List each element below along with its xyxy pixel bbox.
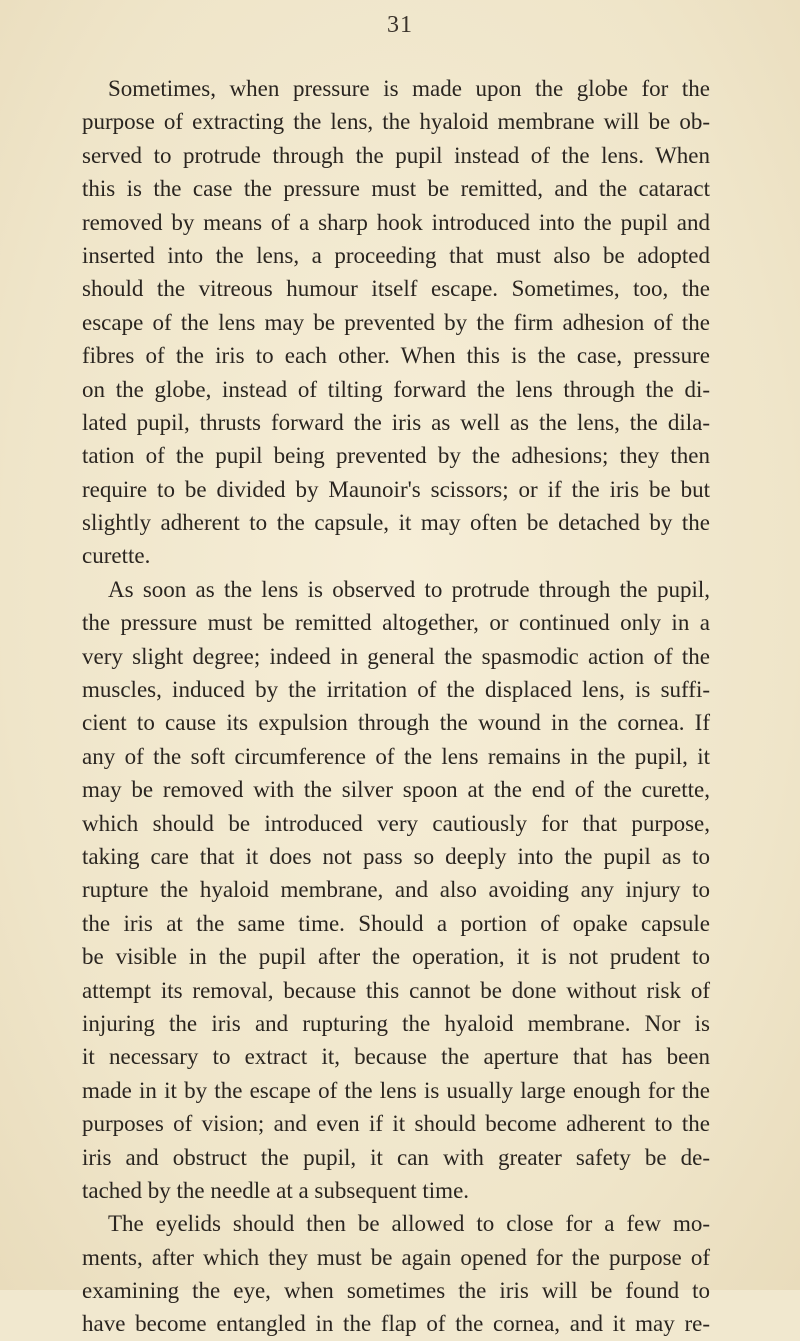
text-line: Sometimes, when pressure is made upon the globe for the <box>108 76 710 101</box>
text-line: require to be divided by Maunoir's scissors; or if the iris be but <box>82 476 710 502</box>
text-line: have become entangled in the flap of the cornea, and it may re- <box>82 1311 710 1337</box>
text-line: inserted into the lens, a proceeding that must also be adopted <box>82 242 710 268</box>
text-line: slightly adherent to the capsule, it may often be detached by the <box>82 510 710 536</box>
text-line: The eyelids should then be allowed to close for a few mo- <box>108 1211 710 1237</box>
text-line: lated pupil, thrusts forward the iris as well as the lens, the dila- <box>82 409 710 435</box>
text-line: any of the soft circumference of the lens remains in the pupil, it <box>82 743 710 769</box>
text-line: purpose of extracting the lens, the hyaloid membrane will be ob- <box>82 109 710 135</box>
text-line: the iris at the same time. Should a portion of opake capsule <box>82 910 710 936</box>
body-text <box>82 72 710 1341</box>
text-line: As soon as the lens is observed to protrude through the pupil, <box>108 576 710 602</box>
text-line: this is the case the pressure must be remitted, and the cataract <box>82 176 710 202</box>
text-line: taking care that it does not pass so deeply into the pupil as to <box>82 843 710 869</box>
text-line: cient to cause its expulsion through the wound in the cornea. If <box>82 710 710 736</box>
page-number: 31 <box>387 12 413 38</box>
text-line: iris and obstruct the pupil, it can with greater safety be de- <box>82 1144 710 1170</box>
text-line: should the vitreous humour itself escape. Sometimes, too, the <box>82 276 710 302</box>
text-line: muscles, induced by the irritation of the displaced lens, is suffi- <box>82 677 710 703</box>
text-line: made in it by the escape of the lens is usually large enough for the <box>82 1077 710 1103</box>
text-line: fibres of the iris to each other. When this is the case, pressure <box>82 343 710 369</box>
text-line: escape of the lens may be prevented by the firm adhesion of the <box>82 309 710 335</box>
text-line: on the globe, instead of tilting forward the lens through the di- <box>82 376 710 402</box>
text-line: very slight degree; indeed in general the spasmodic action of the <box>82 643 710 669</box>
text-line: examining the eye, when sometimes the iris will be found to <box>82 1278 710 1304</box>
text-line: tation of the pupil being prevented by the adhesions; they then <box>82 443 710 469</box>
text-line: removed by means of a sharp hook introduced into the pupil and <box>82 209 710 235</box>
text-line: served to protrude through the pupil instead of the lens. When <box>82 142 710 168</box>
text-line: it necessary to extract it, because the aperture that has been <box>82 1044 710 1070</box>
text-line: curette. <box>82 543 151 569</box>
text-line: attempt its removal, because this cannot be done without risk of <box>82 977 710 1003</box>
text-line: the pressure must be remitted altogether, or continued only in a <box>82 610 710 636</box>
text-line: may be removed with the silver spoon at the end of the curette, <box>82 777 710 803</box>
text-line: rupture the hyaloid membrane, and also avoiding any injury to <box>82 877 710 903</box>
text-line: tached by the needle at a subsequent time. <box>82 1177 470 1203</box>
text-line: be visible in the pupil after the operation, it is not prudent to <box>82 944 710 970</box>
text-line: purposes of vision; and even if it should become adherent to the <box>82 1111 710 1137</box>
text-line: which should be introduced very cautiously for that purpose, <box>82 810 710 836</box>
text-line: ments, after which they must be again opened for the purpose of <box>82 1244 710 1270</box>
text-line: injuring the iris and rupturing the hyaloid membrane. Nor is <box>82 1010 710 1036</box>
